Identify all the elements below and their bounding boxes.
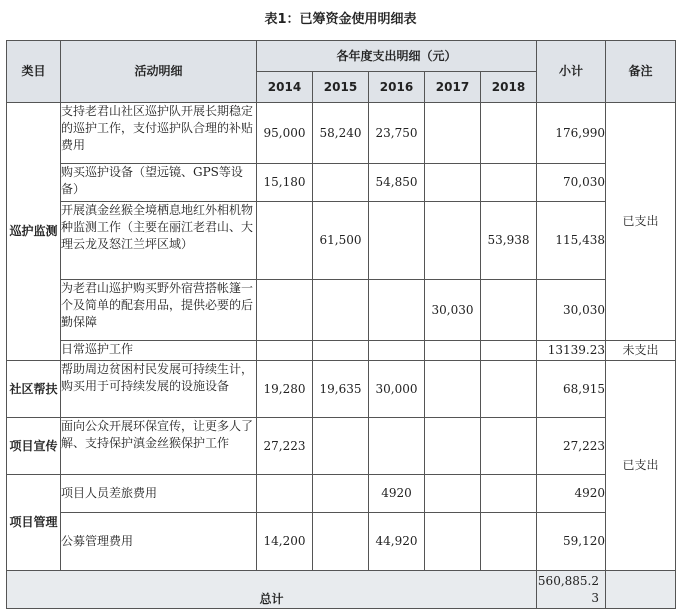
subtotal-cell: 59,120 (537, 513, 606, 571)
value-cell (313, 341, 369, 361)
value-cell: 4920 (369, 475, 425, 513)
activity-cell: 购买巡护设备（望远镜、GPS等设备） (61, 164, 257, 202)
value-cell: 30,030 (425, 280, 481, 341)
value-cell (425, 418, 481, 475)
value-cell: 27,223 (257, 418, 313, 475)
value-cell (257, 341, 313, 361)
value-cell (481, 418, 537, 475)
header-category: 类目 (7, 41, 61, 103)
value-cell: 19,635 (313, 361, 369, 418)
value-cell (481, 280, 537, 341)
value-cell (481, 341, 537, 361)
value-cell (481, 513, 537, 571)
category-patrol: 巡护监测 (7, 103, 61, 361)
value-cell: 95,000 (257, 103, 313, 164)
value-cell (257, 202, 313, 280)
grand-total-label: 总计 (7, 571, 537, 609)
activity-cell: 公募管理费用 (61, 513, 257, 571)
empty-note-cell (606, 571, 676, 609)
value-cell (425, 164, 481, 202)
table-row (7, 202, 676, 280)
activity-cell: 支持老君山社区巡护队开展长期稳定的巡护工作，支付巡护队合理的补贴费用 (61, 103, 257, 164)
value-cell (481, 103, 537, 164)
table-row (7, 418, 676, 475)
value-cell: 58,240 (313, 103, 369, 164)
activity-cell: 项目人员差旅费用 (61, 475, 257, 513)
total-row (7, 571, 676, 609)
value-cell (425, 202, 481, 280)
value-cell (425, 475, 481, 513)
value-cell: 53,938 (481, 202, 537, 280)
table-caption: 表1：已筹资金使用明细表 (264, 12, 417, 27)
value-cell (313, 280, 369, 341)
value-cell (425, 341, 481, 361)
value-cell: 44,920 (369, 513, 425, 571)
grand-total-value: 560,885.23 (537, 571, 606, 609)
table-row (7, 513, 676, 571)
header-year: 2018 (481, 72, 537, 103)
value-cell: 23,750 (369, 103, 425, 164)
note-spent: 已支出 (606, 103, 676, 341)
value-cell: 19,280 (257, 361, 313, 418)
activity-cell: 为老君山巡护购买野外宿营搭帐篷一个及简单的配套用品，提供必要的后勤保障 (61, 280, 257, 341)
funds-usage-table (6, 40, 676, 609)
value-cell (369, 418, 425, 475)
value-cell (425, 513, 481, 571)
value-cell (257, 280, 313, 341)
value-cell (313, 164, 369, 202)
value-cell (369, 341, 425, 361)
value-cell (313, 418, 369, 475)
header-year: 2017 (425, 72, 481, 103)
category-community: 社区帮扶 (7, 361, 61, 418)
subtotal-cell: 27,223 (537, 418, 606, 475)
subtotal-cell: 13139.23 (537, 341, 606, 361)
note-unspent: 未支出 (606, 341, 676, 361)
header-yearly: 各年度支出明细（元） (257, 41, 537, 72)
header-note: 备注 (606, 41, 676, 103)
table-row (7, 164, 676, 202)
value-cell: 30,000 (369, 361, 425, 418)
subtotal-cell: 30,030 (537, 280, 606, 341)
category-mgmt: 项目管理 (7, 475, 61, 571)
header-year: 2014 (257, 72, 313, 103)
value-cell (481, 361, 537, 418)
subtotal-cell: 4920 (537, 475, 606, 513)
category-promo: 项目宣传 (7, 418, 61, 475)
value-cell (369, 280, 425, 341)
header-year: 2016 (369, 72, 425, 103)
note-spent: 已支出 (606, 361, 676, 571)
value-cell (369, 202, 425, 280)
value-cell (481, 164, 537, 202)
subtotal-cell: 68,915 (537, 361, 606, 418)
value-cell: 54,850 (369, 164, 425, 202)
subtotal-cell: 70,030 (537, 164, 606, 202)
subtotal-cell: 115,438 (537, 202, 606, 280)
header-activity: 活动明细 (61, 41, 257, 103)
value-cell (313, 513, 369, 571)
header-subtotal: 小计 (537, 41, 606, 103)
value-cell (425, 361, 481, 418)
value-cell: 61,500 (313, 202, 369, 280)
value-cell (257, 475, 313, 513)
value-cell (425, 103, 481, 164)
activity-cell: 开展滇金丝猴全境栖息地红外相机物种监测工作（主要在丽江老君山、大理云龙及怒江兰坪区域） (61, 202, 257, 280)
table-row (7, 280, 676, 341)
activity-cell: 面向公众开展环保宣传，让更多人了解、支持保护滇金丝猴保护工作 (61, 418, 257, 475)
value-cell (313, 475, 369, 513)
value-cell: 15,180 (257, 164, 313, 202)
value-cell (481, 475, 537, 513)
activity-cell: 帮助周边贫困村民发展可持续生计，购买用于可持续发展的设施设备 (61, 361, 257, 418)
table-row (7, 103, 676, 164)
table-row (7, 341, 676, 361)
header-year: 2015 (313, 72, 369, 103)
table-row (7, 475, 676, 513)
table-row (7, 361, 676, 418)
subtotal-cell: 176,990 (537, 103, 606, 164)
activity-cell: 日常巡护工作 (61, 341, 257, 361)
value-cell: 14,200 (257, 513, 313, 571)
